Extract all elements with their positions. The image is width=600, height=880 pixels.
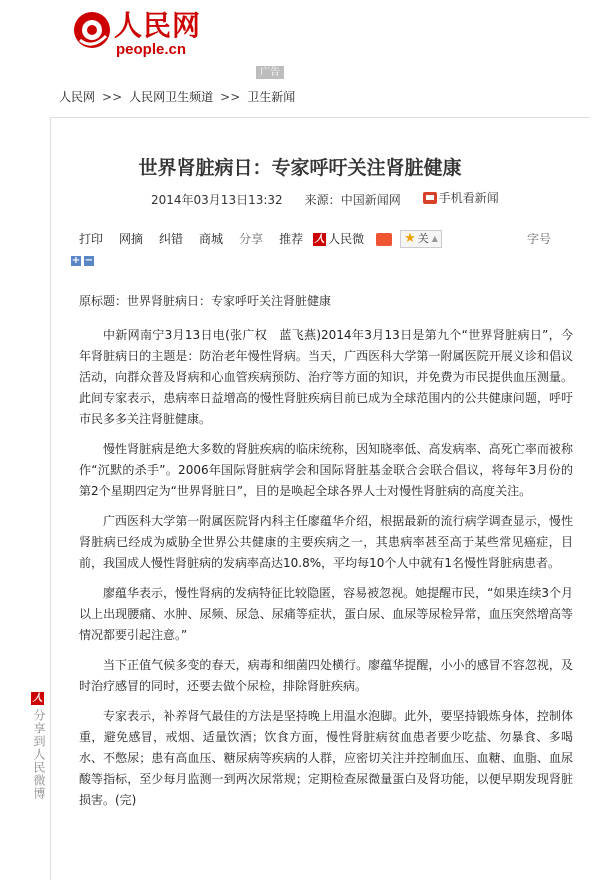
article-content: [79, 291, 573, 820]
article-date: 2014年03月13日13:32: [151, 193, 283, 207]
excerpt-button[interactable]: 网摘: [119, 232, 144, 246]
rmw-weibo-label: 人民微: [328, 232, 365, 246]
share-sina-icon[interactable]: [376, 233, 392, 246]
side-share-label: 分享到人民微博: [32, 709, 46, 800]
print-button[interactable]: 打印: [79, 232, 104, 246]
logo-text-cn: 人民网: [114, 9, 202, 42]
article-toolbar: [79, 230, 442, 248]
recommend-button[interactable]: 推荐: [279, 232, 304, 246]
correct-button[interactable]: 纠错: [159, 232, 184, 246]
source-link[interactable]: 中国新闻网: [340, 193, 401, 207]
breadcrumb: [59, 89, 295, 105]
people-logo[interactable]: [72, 8, 212, 60]
share-label: 分享: [239, 232, 264, 246]
font-decrease-button[interactable]: −: [84, 255, 94, 266]
paragraph: 广西医科大学第一附属医院肾内科主任廖蕴华介绍，根据最新的流行病学调查显示，慢性肾脏病已经成为威胁全世界公共健康的主要疾病之一，其患病率甚至高于某些常见癌症，目前，我国成人慢性肾脏病的发病率高达10.8%，平均每10个人中就有1名慢性肾脏病患者。: [79, 514, 573, 570]
breadcrumb-home[interactable]: 人民网: [59, 90, 96, 104]
side-share-weibo[interactable]: [31, 692, 49, 800]
favorite-button[interactable]: [400, 230, 442, 248]
rmw-weibo-button[interactable]: [313, 230, 364, 248]
breadcrumb-health-news[interactable]: 卫生新闻: [247, 90, 296, 104]
mall-button[interactable]: 商城: [199, 232, 224, 246]
paragraph: 慢性肾脏病是绝大多数的肾脏疾病的临床统称，因知晓率低、高发病率、高死亡率而被称作“沉默的杀手”。2006年国际肾脏病学会和国际肾脏基金联合会联合倡议，将每年3月份的第2个星期四定为“世界肾脏日”，目的是唤起全球各界人士对慢性肾脏病的高度关注。: [79, 442, 573, 498]
font-size-label: 字号: [527, 232, 552, 246]
paragraph: 当下正值气候多变的春天，病毒和细菌四处横行。廖蕴华提醒，小小的感冒不容忽视，及时治疗感冒的同时，还要去做个尿检，排除肾脏疾病。: [79, 658, 573, 693]
breadcrumb-separator: >>: [102, 90, 123, 104]
ad-badge: 广告: [256, 66, 284, 79]
mobile-news-label: 手机看新闻: [438, 191, 499, 205]
caret-up-icon: ▲: [431, 234, 438, 243]
original-title: 原标题：世界肾脏病日：专家呼吁关注肾脏健康: [79, 294, 332, 308]
font-zoom-controls: [71, 256, 97, 266]
mobile-news-link[interactable]: [423, 190, 499, 206]
mobile-phone-icon: [423, 192, 437, 204]
breadcrumb-separator: >>: [220, 90, 241, 104]
article-meta: [151, 190, 521, 208]
source-label: 来源：: [304, 193, 341, 207]
logo-text-en: people.cn: [116, 41, 187, 58]
star-icon: ★: [404, 231, 416, 246]
paragraph: 廖蕴华表示，慢性肾病的发病特征比较隐匿，容易被忽视。她提醒市民，“如果连续3个月以上出现腰痛、水肿、尿频、尿急、尿痛等症状，蛋白尿、血尿等尿检异常，血压突然增高等情况都要引起注意。”: [79, 586, 573, 642]
favorite-label: 关: [417, 232, 429, 245]
people-logo-icon: [72, 10, 112, 50]
rmw-weibo-icon: 人: [314, 233, 325, 245]
paragraph: 专家表示，补养肾气最佳的方法是坚持晚上用温水泡脚。此外，要坚持锻炼身体，控制体重，避免感冒，戒烟、适量饮酒；饮食方面，慢性肾脏病贫血患者要少吃盐、勿暴食、多喝水、不憋尿；患有高血压、糖尿病等疾病的人群，应密切关注并控制血压、血糖、血脂、血尿酸等指标，至少每月监测一到两次尿常规；定期检查尿微量蛋白及肾功能，以便早期发现肾脏损害。(完): [79, 709, 573, 807]
rmw-weibo-icon: 人: [32, 693, 43, 704]
breadcrumb-health-channel[interactable]: 人民网卫生频道: [129, 90, 214, 104]
paragraph: 中新网南宁3月13日电(张广权 蓝飞燕)2014年3月13日是第九个“世界肾脏病日”，今年肾脏病日的主题是：防治老年慢性肾病。当天，广西医科大学第一附属医院开展义诊和倡议活动，向群众普及肾病和心血管疾病预防、治疗等方面的知识，并免费为市民提供血压测量。此间专家表示，患病率日益增高的慢性肾脏疾病目前已成为全球范围内的公共健康问题，呼吁市民多多关注肾脏健康。: [79, 328, 573, 426]
font-increase-button[interactable]: +: [71, 255, 81, 266]
article-title: 世界肾脏病日：专家呼吁关注肾脏健康: [138, 156, 462, 179]
article-source: [305, 193, 401, 207]
